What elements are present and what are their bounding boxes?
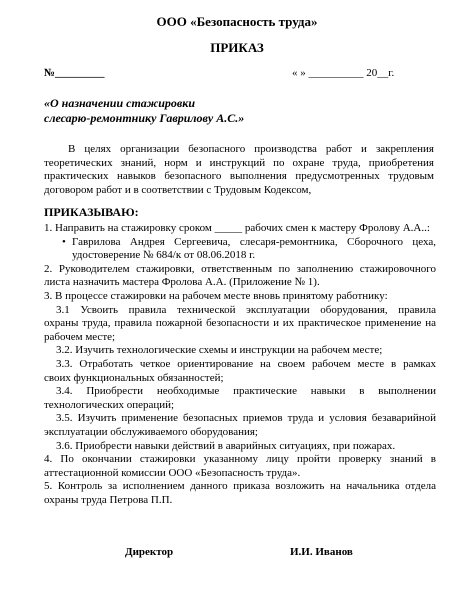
item-3-3-cont: своих функциональных обязанностей; [44, 371, 224, 384]
bullet-icon: • [62, 235, 66, 248]
preamble-line: В целях организации безопасного производства работ и закрепления [68, 143, 434, 155]
signature-position: Директор [125, 546, 174, 558]
item-5: 5. Контроль за исполнением данного приказа возложить на начальника отдела [44, 480, 436, 493]
item-3-1-cont: охраны труда, правила пожарной безопасности и их практическое применение на [44, 317, 436, 330]
item-1: 1. Направить на стажировку сроком _____ рабочих смен к мастеру Фролову А.А..: [44, 222, 430, 234]
item-3-5-cont: эксплуатации обслуживаемого оборудования; [44, 425, 258, 438]
item-3-5: 3.5. Изучить применение безопасных приемов труда и условия безаварийной [56, 412, 436, 425]
item-3-1: 3.1 Усвоить правила технической эксплуатации оборудования, правила [56, 303, 436, 316]
preamble-line: договором работ и в соответствии с Трудовым Кодексом, [44, 183, 312, 196]
preamble-paragraph [44, 143, 434, 197]
bullet-line: Гаврилова Андрея Сергеевича, слесаря-ремонтника, Сборочного цеха, [72, 235, 436, 248]
item-4-cont: аттестационной комиссии ООО «Безопасность труда». [44, 466, 301, 479]
item-5-cont: охраны труда Петрова П.П. [44, 493, 173, 506]
subject-line: «О назначении стажировки [44, 96, 196, 110]
order-items [44, 222, 436, 507]
preamble-line: практических навыков безопасного выполнения предусмотренных трудовым [44, 170, 434, 183]
order-keyword: ПРИКАЗЫВАЮ: [44, 205, 139, 219]
item-3: 3. В процессе стажировки на рабочем месте вновь принятому работнику: [44, 289, 388, 302]
signature-name: И.И. Иванов [290, 546, 353, 558]
subject-line: слесарю-ремонтнику Гаврилову А.С.» [44, 111, 245, 125]
item-3-2: 3.2. Изучить технологические схемы и инструкции на рабочем месте; [56, 344, 383, 357]
item-2-cont: листа назначить мастера Фролова А.А. (Приложение № 1). [44, 276, 320, 289]
order-date: « » __________ 20__г. [292, 67, 395, 79]
item-3-6: 3.6. Приобрести навыки действий в аварийных ситуациях, при пожарах. [56, 439, 396, 452]
bullet-line: удостоверение № 684/к от 08.06.2018 г. [72, 249, 256, 262]
item-4: 4. По окончании стажировки указанному лицу пройти проверку знаний в [44, 453, 436, 466]
order-number: №_________ [44, 67, 105, 79]
item-3-4-cont: технологических операций; [44, 398, 175, 411]
item-2: 2. Руководителем стажировки, ответственным по заполнению стажировочного [44, 262, 436, 275]
item-3-1-cont: рабочем месте; [44, 330, 116, 343]
item-3-3: 3.3. Отработать четкое ориентирование на своем рабочем месте в рамках [56, 357, 436, 370]
document-title: ПРИКАЗ [210, 40, 264, 55]
bullet-item [44, 236, 436, 250]
company-name: ООО «Безопасность труда» [156, 14, 318, 29]
item-3-4: 3.4. Приобрести необходимые практические навыки в выполнении [56, 385, 436, 398]
order-subject [44, 96, 244, 126]
preamble-line: теоретических знаний, норм и инструкций по охране труда, приобретения [44, 156, 434, 169]
